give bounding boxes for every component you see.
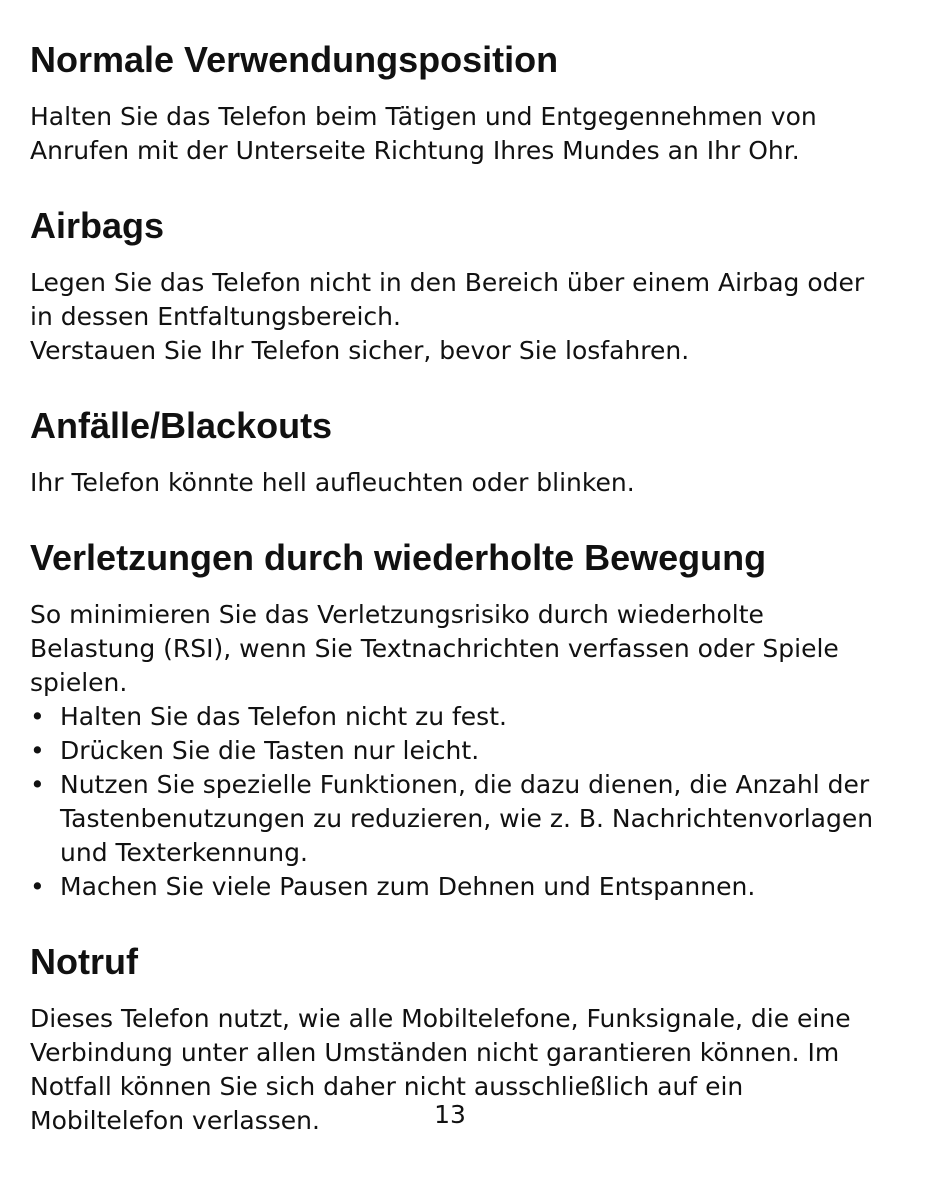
bullet-icon: •: [30, 770, 45, 799]
list-item-text: Drücken Sie die Tasten nur leicht.: [60, 736, 480, 765]
section-paragraph: Dieses Telefon nutzt, wie alle Mobiltelefone, Funksignale, die eine Verbindung unter allen Umständen nicht garantieren können. Im Notfall können Sie sich daher nicht ausschließlich auf ein Mobiltelefon verlassen.: [30, 1004, 851, 1135]
bullet-list: [30, 700, 890, 904]
page-number: 13: [434, 1100, 466, 1129]
section-heading: Anfälle/Blackouts: [30, 405, 333, 446]
list-item: [30, 700, 890, 734]
bullet-icon: •: [30, 872, 45, 901]
list-item: [30, 768, 890, 870]
bullet-icon: •: [30, 702, 45, 731]
section-heading: Notruf: [30, 941, 138, 982]
list-item: [30, 734, 890, 768]
list-item-text: Halten Sie das Telefon nicht zu fest.: [60, 702, 507, 731]
section-paragraph: Verstauen Sie Ihr Telefon sicher, bevor Sie losfahren.: [30, 336, 690, 365]
list-item-text: Nutzen Sie spezielle Funktionen, die dazu dienen, die Anzahl der Tastenbenutzungen zu reduzieren, wie z. B. Nachrichtenvorlagen und Texterkennung.: [60, 770, 874, 867]
section-heading: Normale Verwendungsposition: [30, 39, 559, 80]
section-heading: Airbags: [30, 205, 165, 246]
section-airbags: [30, 204, 890, 368]
list-item-text: Machen Sie viele Pausen zum Dehnen und Entspannen.: [60, 872, 756, 901]
section-repetitive-motion-injuries: [30, 536, 890, 904]
section-paragraph: Halten Sie das Telefon beim Tätigen und Entgegennehmen von Anrufen mit der Unterseite Richtung Ihres Mundes an Ihr Ohr.: [30, 102, 817, 165]
document-page: [30, 38, 890, 1138]
section-seizures-blackouts: [30, 404, 890, 500]
bullet-icon: •: [30, 736, 45, 765]
section-paragraph: Ihr Telefon könnte hell aufleuchten oder blinken.: [30, 468, 635, 497]
section-paragraph: Legen Sie das Telefon nicht in den Bereich über einem Airbag oder in dessen Entfaltungsbereich.: [30, 268, 865, 331]
list-item: [30, 870, 890, 904]
section-normal-use-position: [30, 38, 890, 168]
section-paragraph: So minimieren Sie das Verletzungsrisiko durch wiederholte Belastung (RSI), wenn Sie Textnachrichten verfassen oder Spiele spielen.: [30, 600, 839, 697]
section-heading: Verletzungen durch wiederholte Bewegung: [30, 537, 767, 578]
